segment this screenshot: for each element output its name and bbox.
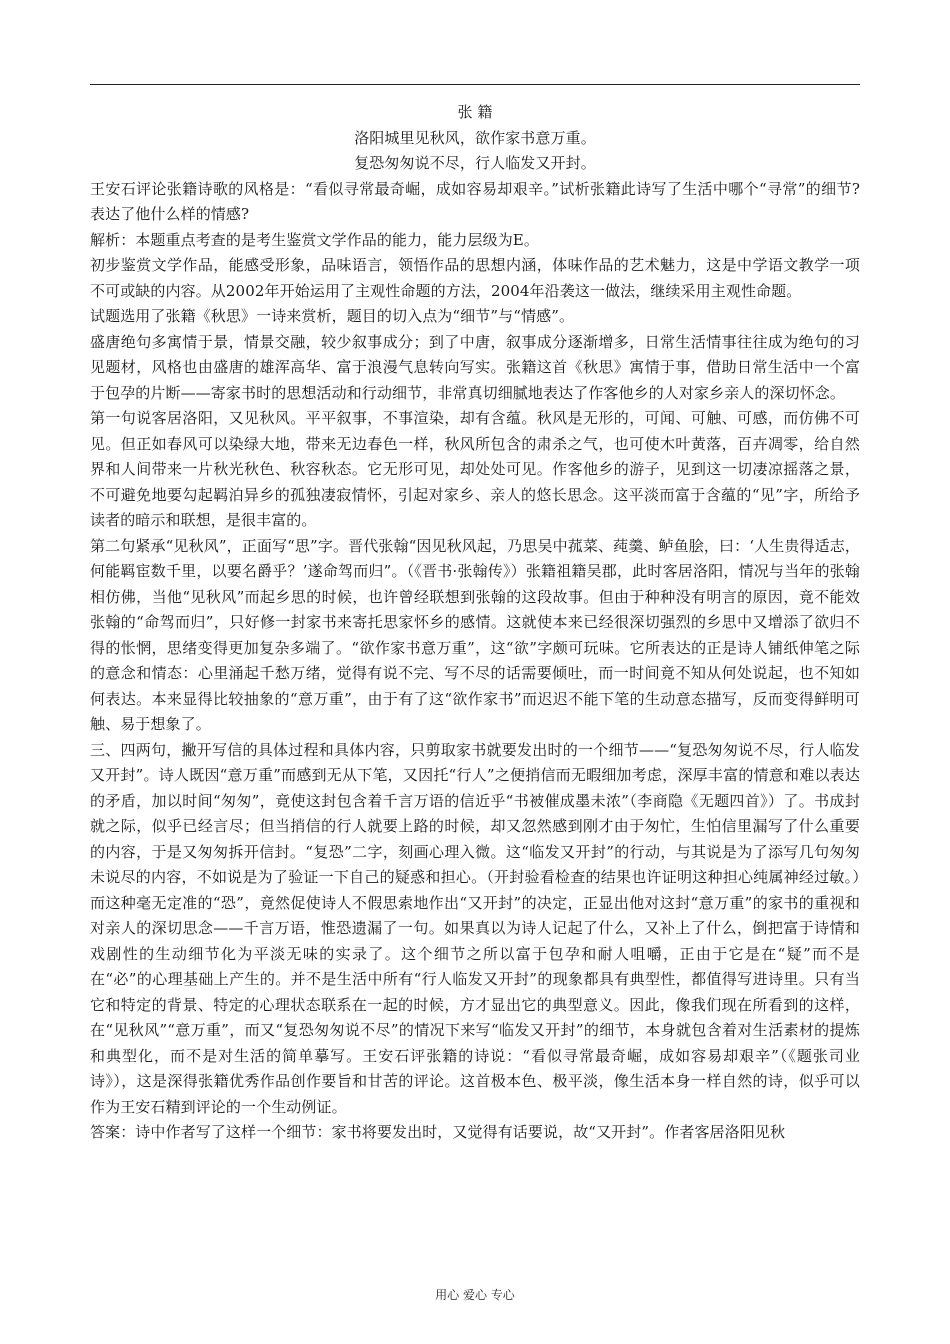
poem-line-2: 复恐匆匆说不尽，行人临发又开封。 [354, 154, 596, 172]
analysis-paragraph: 初步鉴赏文学作品，能感受形象，品味语言，领悟作品的思想内涵，体味作品的艺术魅力，这是中学语文教学一项不可或缺的内容。从2002年开始运用了主观性命题的方法，2004年沿袭这一做法，继续采用主观性命题。 [90, 256, 860, 300]
third-fourth-line-analysis-paragraph: 三、四两句，撇开写信的具体过程和具体内容，只剪取家书就要发出时的一个细节——“复恐匆匆说不尽，行人临发又开封”。诗人既因“意万重”而感到无从下笔，又因托“行人”之便捎信而无暇细加考虑，深厚丰富的情意和难以表达的矛盾，加以时间“匆匆”，竟使这封包含着千言万语的信近乎“书被催成墨未浓”（李商隐《无题四首》）了。书成封就之际，似乎已经言尽；但当捎信的行人就要上路的时候，却又忽然感到刚才由于匆忙，生怕信里漏写了什么重要的内容，于是又匆匆拆开信封。“复恐”二字，刻画心理入微。这“临发又开封”的行动，与其说是为了添写几句匆匆未说尽的内容，不如说是为了验证一下自己的疑惑和担心。（开封验看检查的结果也许证明这种担心纯属神经过敏。）而这种毫无定准的“恐”，竟然促使诗人不假思索地作出“又开封”的决定，正显出他对这封“意万重”的家书的重视和对亲人的深切思念——千言万语，惟恐遗漏了一句。如果真以为诗人记起了什么，又补上了什么，倒把富于诗情和戏剧性的生动细节化为平淡无味的实录了。这个细节之所以富于包孕和耐人咀嚼，正由于它是在“疑”而不是在“必”的心理基础上产生的。并不是生活中所有“行人临发又开封”的现象都具有典型性，都值得写进诗里。只有当它和特定的背景、特定的心理状态联系在一起的时候，方才显出它的典型意义。因此，像我们现在所看到的这样，在“见秋风”“意万重”，而又“复恐匆匆说不尽”的情况下来写“临发又开封”的细节，本身就包含着对生活素材的提炼和典型化，而不是对生活的简单摹写。王安石评张籍的诗说：“看似寻常最奇崛，成如容易却艰辛”（《题张司业诗》），这是深得张籍优秀作品创作要旨和甘苦的评论。这首极本色、极平淡，像生活本身一样自然的诗，似乎可以作为王安石精到评论的一个生动例证。 [90, 740, 860, 1116]
poem-line-1: 洛阳城里见秋风，欲作家书意万重。 [354, 128, 596, 147]
analysis-paragraph: 试题选用了张籍《秋思》一诗来赏析，题目的切入点为“细节”与“情感”。 [90, 307, 575, 325]
first-line-analysis-paragraph: 第一句说客居洛阳，又见秋风。平平叙事，不事渲染，却有含蕴。秋风是无形的，可闻、可触、可感，而仿佛不可见。但正如春风可以染绿大地，带来无边春色一样，秋风所包含的肃杀之气，也可使木叶黄落，百卉凋零，给自然界和人间带来一片秋光秋色、秋容秋态。它无形可见，却处处可见。作客他乡的游子，见到这一切凄凉摇落之景，不可避免地要勾起羁泊异乡的孤独凄寂情怀，引起对家乡、亲人的悠长思念。这平淡而富于含蕴的“见”字，所给予读者的暗示和联想，是很丰富的。 [90, 409, 860, 529]
question-paragraph: 王安石评论张籍诗歌的风格是：“看似寻常最奇崛，成如容易却艰辛。”试析张籍此诗写了生活中哪个“寻常”的细节?表达了他什么样的情感? [90, 179, 860, 223]
header-rule [90, 84, 860, 85]
document-body [90, 100, 860, 1146]
analysis-paragraph: 盛唐绝句多寓情于景，情景交融，较少叙事成分；到了中唐，叙事成分逐渐增多，日常生活情事往往成为绝句的习见题材，风格也由盛唐的雄浑高华、富于浪漫气息转向写实。张籍这首《秋思》寓情于事，借助日常生活中一个富于包孕的片断——寄家书时的思想活动和行动细节，非常真切细腻地表达了作客他乡的人对家乡亲人的深切怀念。 [90, 332, 860, 402]
analysis-intro-paragraph: 解析：本题重点考查的是考生鉴赏文学作品的能力，能力层级为E。 [90, 230, 539, 249]
poem-author: 张 籍 [457, 103, 493, 121]
page-footer: 用心 爱心 专心 [435, 1288, 515, 1302]
answer-paragraph: 答案：诗中作者写了这样一个细节：家书将要发出时，又觉得有话要说，故“又开封”。作者客居洛阳见秋 [90, 1123, 786, 1141]
second-line-analysis-paragraph: 第二句紧承“见秋风”，正面写“思”字。晋代张翰“因见秋风起，乃思吴中菰菜、莼羹、鲈鱼脍，曰：‘人生贵得适志，何能羁宦数千里，以要名爵乎？’遂命驾而归”。（《晋书·张翰传》）张籍祖籍吴郡，此时客居洛阳，情况与当年的张翰相仿佛，当他“见秋风”而起乡思的时候，也许曾经联想到张翰的这段故事。但由于种种没有明言的原因，竟不能效张翰的“命驾而归”，只好修一封家书来寄托思家怀乡的感情。这就使本来已经很深切强烈的乡思中又增添了欲归不得的怅惘，思绪变得更加复杂多端了。“欲作家书意万重”，这“欲”字颇可玩味。它所表达的正是诗人铺纸伸笔之际的意念和情态：心里涌起千愁万绪，觉得有说不完、写不尽的话需要倾吐，而一时间竟不知从何处说起，也不知如何表达。本来显得比较抽象的“意万重”，由于有了这“欲作家书”而迟迟不能下笔的生动意态描写，反而变得鲜明可触、易于想象了。 [90, 536, 860, 733]
